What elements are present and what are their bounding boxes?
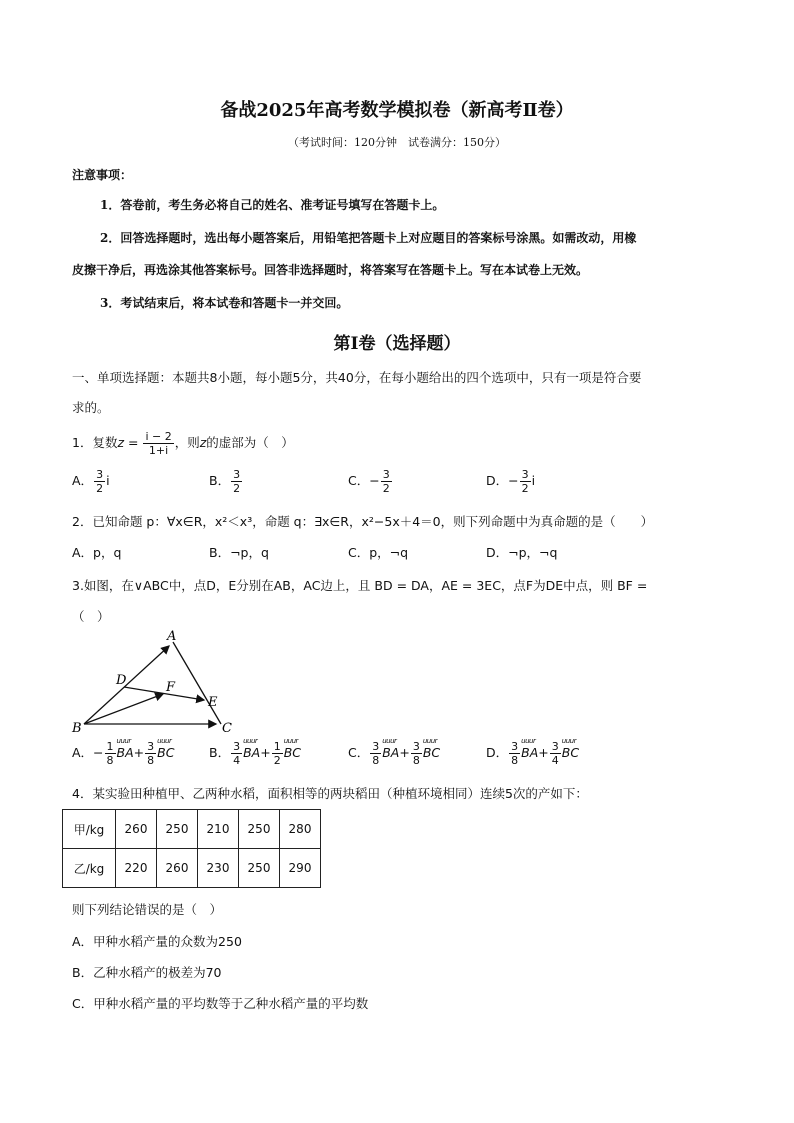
q3-d2-num: 3	[551, 740, 559, 753]
q1-a-den: 2	[96, 482, 104, 495]
q1-c-frac	[381, 468, 392, 495]
q3-option-a	[72, 740, 174, 767]
section-intro-line2: 求的。	[72, 400, 110, 415]
question-2: 2．已知命题 p：∀x∈R，x²＜x³，命题 q：∃x∈R，x²−5x＋4＝0，则下列命题中为真命题的是（ ）	[72, 514, 654, 529]
q3-d-label: D．	[486, 745, 509, 760]
q1-option-c	[348, 468, 393, 495]
q3-c1-den: 8	[372, 754, 380, 767]
edge-ac	[173, 642, 221, 724]
question-3-line1: 3.如图，在∨ABC中，点D，E分别在AB，AC边上，且 BD = DA，AE = 3EC，点F为DE中点，则 BF =	[72, 578, 648, 593]
q3-option-c	[348, 740, 440, 767]
q1-suffix: ，则	[174, 435, 200, 450]
q3-d1-num: 3	[511, 740, 519, 753]
notes-heading: 注意事项：	[72, 168, 133, 182]
q1-eq: =	[124, 435, 143, 450]
q3-a-label: A．−	[72, 745, 104, 760]
q1-b-den: 2	[233, 482, 241, 495]
q1-a-tail: i	[106, 473, 110, 488]
q3-a1-num: 1	[106, 740, 114, 753]
q3-a2-vec: uuur BC	[157, 745, 174, 760]
exam-subtitle: （考试时间：120分钟 试卷满分：150分）	[288, 136, 506, 149]
q3-d-plus: +	[538, 745, 549, 760]
q2-option-c: C．p，¬q	[348, 545, 409, 560]
q3-a-frac1	[105, 740, 116, 767]
q3-a1-vec: uuur BA	[117, 745, 134, 760]
q3-d1-vec: uuur BA	[521, 745, 538, 760]
label-c: C	[222, 721, 232, 736]
q3-d-frac1	[509, 740, 520, 767]
table-row	[63, 849, 321, 888]
q2-option-b: B．¬p，q	[209, 545, 269, 560]
label-f: F	[166, 680, 176, 695]
q4-option-b: B．乙种水稻产的极差为70	[72, 965, 222, 980]
q3-a1-den: 8	[106, 754, 114, 767]
table-cell: 250	[157, 810, 198, 849]
q3-a2-den: 8	[147, 754, 155, 767]
q3-b1-vec: uuur BA	[243, 745, 260, 760]
q3-c1-vec: uuur BA	[382, 745, 399, 760]
section-title: 第Ⅰ卷（选择题）	[333, 334, 461, 354]
q1-numerator: i − 2	[145, 430, 172, 443]
q1-d-frac	[520, 468, 531, 495]
q3-d-frac2	[550, 740, 561, 767]
q4-option-c: C．甲种水稻产量的平均数等于乙种水稻产量的平均数	[72, 996, 369, 1011]
question-3-line2: （ ）	[72, 609, 110, 624]
label-a: A	[167, 629, 177, 644]
label-b: B	[72, 721, 82, 736]
q3-option-d	[486, 740, 579, 767]
q1-d-num: 3	[521, 468, 529, 481]
q1-d-label: D．−	[486, 473, 519, 488]
q4-option-a: A．甲种水稻产量的众数为250	[72, 934, 242, 949]
q3-c2-den: 8	[412, 754, 420, 767]
label-d: D	[116, 673, 127, 688]
table-cell: 230	[198, 849, 239, 888]
yield-table	[62, 809, 321, 888]
q1-d-tail: i	[531, 473, 536, 488]
q1-prefix: 1．复数	[72, 435, 118, 450]
table-cell: 250	[239, 810, 280, 849]
q3-b-plus: +	[260, 745, 271, 760]
q3-c2-num: 3	[412, 740, 420, 753]
q1-denominator: 1+i	[148, 444, 169, 457]
q3-d2-den: 4	[551, 754, 559, 767]
q1-a-num: 3	[96, 468, 104, 481]
q1-a-frac	[94, 468, 105, 495]
row-label: 乙/kg	[63, 849, 116, 888]
q1-d-den: 2	[521, 482, 529, 495]
q3-b-frac1	[231, 740, 242, 767]
exam-title: 备战2025年高考数学模拟卷（新高考Ⅱ卷）	[220, 100, 574, 121]
q1-suffix2: 的虚部为（ ）	[206, 435, 294, 450]
q1-b-frac	[231, 468, 242, 495]
table-cell: 260	[157, 849, 198, 888]
q1-option-b	[209, 468, 243, 495]
q1-c-label: C．−	[348, 473, 380, 488]
q3-a2-num: 3	[147, 740, 155, 753]
q1-c-num: 3	[382, 468, 390, 481]
q1-var: z	[117, 435, 125, 450]
segment-bf	[84, 694, 163, 724]
triangle-figure	[66, 628, 246, 738]
q1-option-d	[486, 468, 535, 495]
q3-option-b	[209, 740, 301, 767]
q3-c-plus: +	[399, 745, 410, 760]
q1-b-label: B．	[209, 473, 231, 488]
q1-c-den: 2	[382, 482, 390, 495]
table-cell: 250	[239, 849, 280, 888]
q3-d1-den: 8	[511, 754, 519, 767]
q3-c1-num: 3	[372, 740, 380, 753]
question-4: 4．某实验田种植甲、乙两种水稻，面积相等的两块稻田（种植环境相同）连续5次的产如下：	[72, 786, 588, 801]
q3-c-label: C．	[348, 745, 370, 760]
q3-b1-den: 4	[233, 754, 241, 767]
q3-b2-den: 2	[273, 754, 281, 767]
q1-option-a	[72, 468, 110, 495]
q3-d2-vec: uuur BC	[562, 745, 579, 760]
q3-a-plus: +	[133, 745, 145, 760]
note-2-line2: 皮擦干净后，再选涂其他答案标号。回答非选择题时，将答案写在答题卡上。写在本试卷上无效。	[72, 263, 589, 277]
note-3: 3．考试结束后，将本试卷和答题卡一并交回。	[100, 296, 349, 310]
q2-option-a: A．p，q	[72, 545, 122, 560]
q3-b1-num: 3	[233, 740, 241, 753]
section-intro-line1: 一、单项选择题：本题共8小题，每小题5分，共40分，在每小题给出的四个选项中，只有一项是符合要	[72, 370, 642, 385]
table-cell: 290	[280, 849, 321, 888]
q1-b-num: 3	[233, 468, 241, 481]
segment-de	[124, 687, 204, 700]
table-cell: 210	[198, 810, 239, 849]
q3-c-frac2	[411, 740, 422, 767]
q3-c2-vec: uuur BC	[423, 745, 440, 760]
q1-a-label: A．	[72, 473, 94, 488]
table-cell: 260	[116, 810, 157, 849]
note-2-line1: 2．回答选择题时，选出每小题答案后，用铅笔把答题卡上对应题目的答案标号涂黑。如需改动，用橡	[100, 231, 637, 245]
q3-b2-num: 1	[273, 740, 281, 753]
q2-option-d: D．¬p，¬q	[486, 545, 558, 560]
table-cell: 280	[280, 810, 321, 849]
table-row	[63, 810, 321, 849]
q1-var2: z	[199, 435, 207, 450]
q3-b-label: B．	[209, 745, 231, 760]
q3-b2-vec: uuur BC	[284, 745, 301, 760]
label-e: E	[208, 695, 218, 710]
table-cell: 220	[116, 849, 157, 888]
q4-question: 则下列结论错误的是（ ）	[72, 902, 223, 917]
q1-fraction	[143, 430, 173, 457]
q3-c-frac1	[370, 740, 381, 767]
q3-a-frac2	[145, 740, 156, 767]
q3-b-frac2	[272, 740, 283, 767]
question-1	[72, 430, 294, 457]
row-label: 甲/kg	[63, 810, 116, 849]
note-1: 1．答卷前，考生务必将自己的姓名、准考证号填写在答题卡上。	[100, 198, 445, 212]
edge-ba	[84, 646, 169, 724]
